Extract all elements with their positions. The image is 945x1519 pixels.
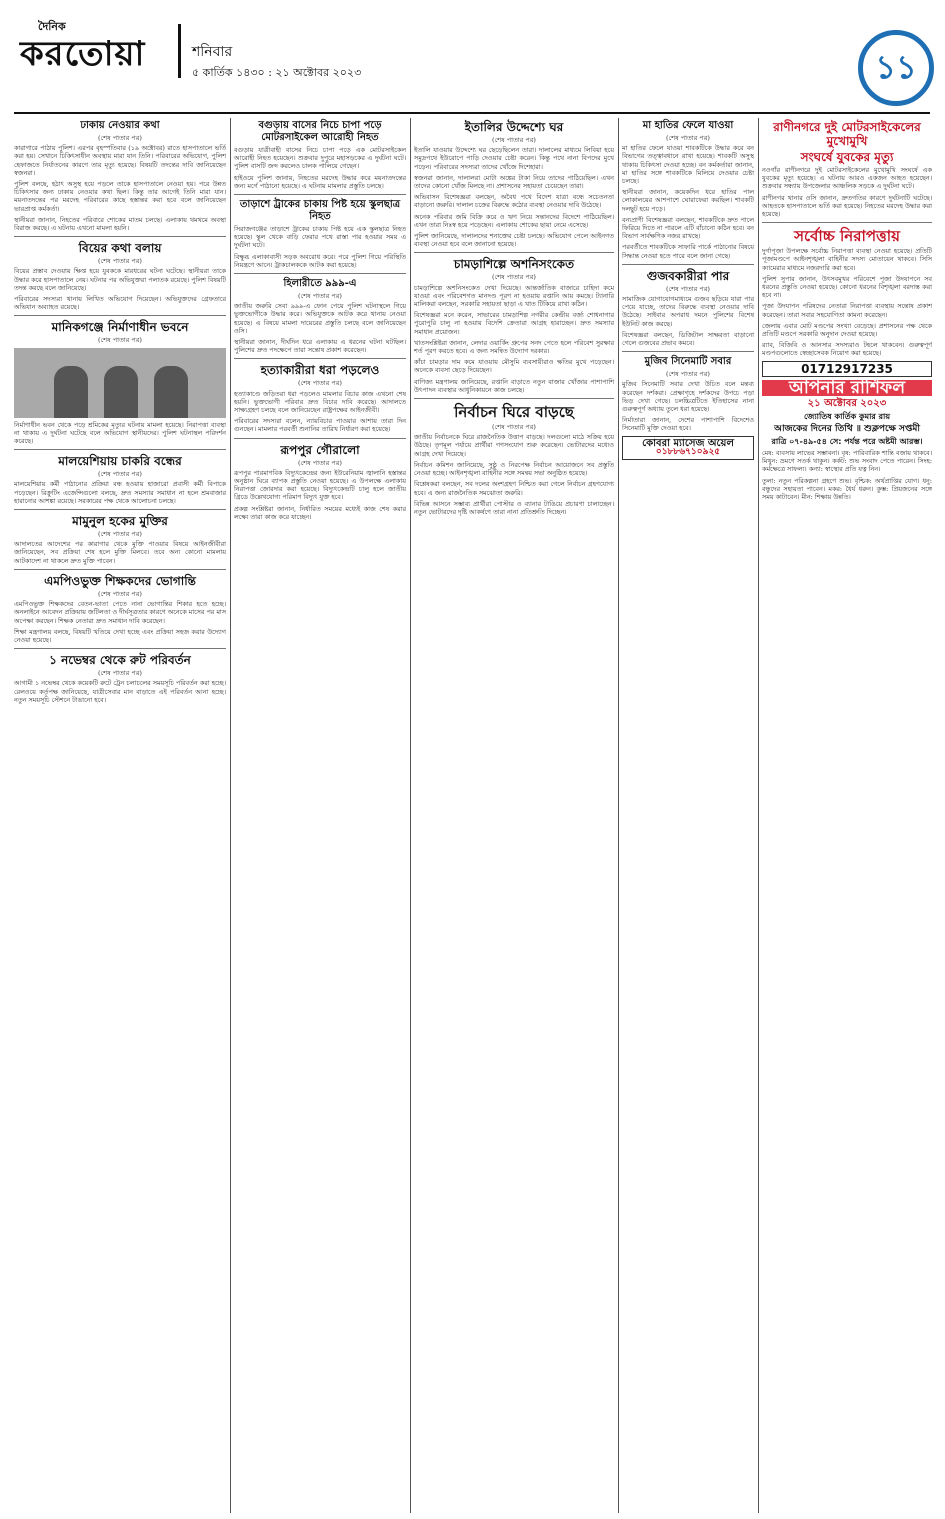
continuation-note: (শেষ পাতার পর) [98,470,142,479]
headline: হিলারীতে ৯৯৯-এ [283,278,357,290]
column-divider [618,118,619,1513]
divider [234,358,406,359]
headline: হত্যাকারীরা ধরা পড়লেও [260,363,380,378]
ad-phone: 01712917235 [801,361,893,376]
divider [14,648,226,649]
divider [414,252,614,253]
continuation-note: (শেষ পাতার পর) [666,370,710,379]
lead-headline: রাণীনগরে দুই মোটরসাইকেলের মুখোমুখি [773,120,921,148]
continuation-note: (শেষ পাতার পর) [666,284,710,293]
headline: ঢাকায় নেওয়ার কথা [80,120,160,131]
continuation-note: (শেষ পাতার পর) [492,423,536,432]
horoscope-title: আপনার রাশিফল [762,380,932,396]
weekday: শনিবার [192,44,233,60]
headline: বগুড়ায় বাসের নিচে চাপা পড়ে মোটরসাইকেল আরোহী নিহত [258,120,382,143]
divider [234,438,406,439]
continuation-note: (শেষ পাতার পর) [666,134,710,142]
divider [622,264,754,265]
headline: ১ নভেম্বর থেকে রুট পরিবর্তন [49,653,191,668]
tithi-sub: রাত্রি ০৭-৪৯-৫৪ সে: পর্যন্ত পরে অষ্টমী আরম্ভ। [771,437,923,447]
tithi-title: আজকের দিনের তিথি ॥ শুক্লপক্ষে সপ্তমী [774,424,920,435]
column-2: বগুড়ায় বাসের নিচে চাপা পড়ে মোটরসাইকেল আরোহী নিহত বগুড়ায় যাত্রীবাহী বাসের নিচে চাপা পড়ে এক মোটরসাইকেল আরোহী নিহত হয়েছেন। শুক্রবার দুপুরে মহাসড়কের এ দুর্ঘটনা ঘটে। পুলিশ বাসটি জব্দ করলেও চালক পালিয়ে গেছেন। হাইওয়ে পুলিশ জানায়, নিহতের মরদেহ উদ্ধার করে ময়নাতদন্তের জন্য মর্গে পাঠানো হয়েছে। এ ঘটনায় মামলার প্রস্তুতি চলছে। তাড়াশে ট্রাকের চাকায় পিষ্ট হয়ে স্কুলছাত্র নিহত সিরাজগঞ্জের তাড়াশে ট্রাকের চাকায় পিষ্ট হয়ে এক স্কুলছাত্র নিহত হয়েছে। স্কুল থেকে বাড়ি ফেরার পথে রাস্তা পার হওয়ার সময় এ দুর্ঘটনা ঘটে। বিক্ষুব্ধ এলাকাবাসী সড়ক অবরোধ করে। পরে পুলিশ গিয়ে পরিস্থিতি নিয়ন্ত্রণে আনে। ট্রাকচালককে আটক করা হয়েছে। হিলারীতে ৯৯৯-এ (শেষ পাতার পর) জাতীয় জরুরি সেবা ৯৯৯-এ ফোন পেয়ে পুলিশ ঘটনাস্থলে গিয়ে ভুক্তভোগীকে উদ্ধার করে। অভিযুক্তকে আটক করে থানায় নেওয়া হয়েছে। এ বিষয়ে মামলা দায়েরের প্রস্তুতি চলছে বলে জানিয়েছেন ওসি। স্থানীয়রা জানান, দীর্ঘদিন ধরে এলাকায় এ ধরনের ঘটনা ঘটছিল। পুলিশের দ্রুত পদক্ষেপে তারা সন্তোষ প্রকাশ করেছেন। হত্যাকারীরা ধরা পড়লেও (শেষ পাতার পর) হত্যাকাণ্ডে জড়িতরা ধরা পড়লেও মামলার বিচার কাজ এখনো শেষ হয়নি। ভুক্তভোগী পরিবার দ্রুত বিচার দাবি করেছে। আদালতে সাক্ষ্যগ্রহণ চলছে বলে জানিয়েছেন রাষ্ট্রপক্ষের আইনজীবী। পরিবারের সদস্যরা বলেন, ন্যায়বিচার পাওয়ার আশায় তারা দিন গুনছেন। মামলার পরবর্তী শুনানির তারিখ নির্ধারণ করা হয়েছে। রূপপুর গৌরালো (শেষ পাতার পর) রূপপুর পারমাণবিক বিদ্যুৎকেন্দ্রের জন্য ইউরেনিয়াম জ্বালানি হস্তান্তর অনুষ্ঠান ঘিরে ব্যাপক প্রস্তুতি নেওয়া হয়েছে। এ উপলক্ষে এলাকায় নিরাপত্তা জোরদার করা হয়েছে। বিদ্যুৎকেন্দ্রটি চালু হলে জাতীয় গ্রিডে উল্লেখযোগ্য পরিমাণ বিদ্যুৎ যুক্ত হবে। প্রকল্প সংশ্লিষ্টরা জানান, নির্ধারিত সময়ের মধ্যেই কাজ শেষ করার লক্ষ্যে তারা কাজ করে যাচ্ছেন। [234,120,406,521]
person-figure [154,366,188,418]
headline: মা হাতির ফেলে যাওয়া [642,120,734,131]
divider [762,222,932,223]
logo-divider [178,24,181,78]
headline: বিয়ের কথা বলায় [78,241,162,256]
continuation-note: (শেষ পাতার পর) [298,292,342,301]
continuation-note: (শেষ পাতার পর) [98,530,142,539]
continuation-note: (শেষ পাতার পর) [298,458,342,467]
continuation-note: (শেষ পাতার পর) [492,136,536,144]
person-figure [54,366,88,418]
column-3: ইতালির উদ্দেশ্যে ঘর (শেষ পাতার পর) ইতালি যাওয়ার উদ্দেশ্যে ঘর ছেড়েছিলেন তারা। দালালের মাধ্যমে লিবিয়া হয়ে সমুদ্রপথে ইউরোপে পাড়ি দেওয়ার চেষ্টা করেন। কিন্তু পথে নানা বিপদের মুখে পড়েন। পরিবারের সদস্যরা তাদের খোঁজে দিশেহারা। স্বজনরা জানান, দালালরা মোটা অঙ্কের টাকা নিয়ে তাদের পাঠিয়েছিল। এখন তাদের কোনো খোঁজ মিলছে না। প্রশাসনের সহায়তা চেয়েছেন তারা। অভিবাসন বিশেষজ্ঞরা বলছেন, অবৈধ পথে বিদেশ যাত্রা বন্ধে সচেতনতা বাড়ানো জরুরি। দালাল চক্রের বিরুদ্ধে কঠোর ব্যবস্থা নেওয়ার দাবি উঠেছে। অনেক পরিবার জমি বিক্রি করে ও ঋণ নিয়ে সন্তানদের বিদেশে পাঠিয়েছিল। এখন তারা নিঃস্ব হয়ে পড়েছেন। এলাকায় শোকের ছায়া নেমে এসেছে। পুলিশ জানিয়েছে, দালালদের শনাক্তের চেষ্টা চলছে। অভিযোগ পেলে আইনগত ব্যবস্থা নেওয়া হবে বলে জানানো হয়েছে। চামড়াশিল্পে অশনিসংকেত (শেষ পাতার পর) চামড়াশিল্পে অশনিসংকেত দেখা দিয়েছে। আন্তর্জাতিক বাজারে চাহিদা কমে যাওয়া এবং পরিবেশগত মানদণ্ড পূরণ না হওয়ায় রপ্তানি আয় কমছে। ট্যানারি মালিকরা বলছেন, সরকারি সহায়তা ছাড়া এ খাত টিকিয়ে রাখা কঠিন। বিশেষজ্ঞরা মনে করেন, সাভারের চামড়াশিল্প নগরীর কেন্দ্রীয় বর্জ্য শোধনাগার পুরোপুরি চালু না হওয়ায় বিদেশি ক্রেতারা আগ্রহ হারাচ্ছেন। দ্রুত সমস্যার সমাধান প্রয়োজন। খাতসংশ্লিষ্টরা জানান, লেদার ওয়ার্কিং গ্রুপের সনদ পেতে হলে পরিবেশ সুরক্ষার শর্ত পূরণ করতে হবে। এ জন্য সমন্বিত উদ্যোগ দরকার। কাঁচা চামড়ার দাম কমে যাওয়ায় মৌসুমি ব্যবসায়ীরাও ক্ষতির মুখে পড়েছেন। অনেকে ব্যবসা ছেড়ে দিয়েছেন। বাণিজ্য মন্ত্রণালয় জানিয়েছে, রপ্তানি বাড়াতে নতুন বাজার খোঁজার পাশাপাশি উৎপাদন ব্যবস্থার আধুনিকায়নে কাজ চলছে। নির্বাচন ঘিরে বাড়ছে (শেষ পাতার পর) জাতীয় নির্বাচনকে ঘিরে রাজনৈতিক উত্তাপ বাড়ছে। দলগুলো মাঠে সক্রিয় হয়ে উঠছে। তৃণমূল পর্যায়ে প্রার্থীরা গণসংযোগ শুরু করেছেন। ভোটারদের মধ্যেও আগ্রহ দেখা দিয়েছে। নির্বাচন কমিশন জানিয়েছে, সুষ্ঠু ও নিরপেক্ষ নির্বাচন আয়োজনে সব প্রস্তুতি নেওয়া হচ্ছে। আইনশৃঙ্খলা বাহিনীর সঙ্গে সমন্বয় সভা অনুষ্ঠিত হয়েছে। বিশ্লেষকরা বলছেন, সব দলের অংশগ্রহণ নিশ্চিত করা গেলে নির্বাচন গ্রহণযোগ্য হবে। এ জন্য রাজনৈতিক সমঝোতা জরুরি। বিভিন্ন আসনে সম্ভাব্য প্রার্থীরা পোস্টার ও ব্যানার টাঙিয়ে প্রচারণা চালাচ্ছেন। নতুন ভোটারদের দৃষ্টি আকর্ষণে তারা নানা প্রতিশ্রুতি দিচ্ছেন। [414,120,614,516]
continuation-note: (শেষ পাতার পর) [98,589,142,598]
headline: মালয়েশিয়ায় চাকরি বন্ধের [58,454,182,469]
divider [14,315,226,316]
masthead [0,0,945,112]
column-5: রাণীনগরে দুই মোটরসাইকেলের মুখোমুখি সংঘর্ষে যুবকের মৃত্যু নওগাঁর রাণীনগরে দুই মোটরসাইকেলের মুখোমুখি সংঘর্ষে এক যুবকের মৃত্যু হয়েছে। এ ঘটনায় আরও একজন আহত হয়েছেন। শুক্রবার সন্ধ্যায় উপজেলার আঞ্চলিক সড়কে এ দুর্ঘটনা ঘটে। রাণীনগর থানার ওসি জানান, দ্রুতগতির কারণে দুর্ঘটনাটি ঘটেছে। আহতকে হাসপাতালে ভর্তি করা হয়েছে। নিহতের মরদেহ উদ্ধার করা হয়েছে। সর্বোচ্চ নিরাপত্তায় দুর্গাপূজা উপলক্ষে সর্বোচ্চ নিরাপত্তা ব্যবস্থা নেওয়া হয়েছে। প্রতিটি পূজামণ্ডপে আইনশৃঙ্খলা বাহিনীর সদস্য মোতায়েন থাকবে। সিসি ক্যামেরার মাধ্যমে নজরদারি করা হবে। পুলিশ সুপার জানান, উৎসবমুখর পরিবেশে পূজা উদযাপনে সব ধরনের প্রস্তুতি নেওয়া হয়েছে। কোনো ধরনের বিশৃঙ্খলা বরদাস্ত করা হবে না। পূজা উদযাপন পরিষদের নেতারা নিরাপত্তা ব্যবস্থায় সন্তোষ প্রকাশ করেছেন। তারা সবার সহযোগিতা কামনা করেছেন। জেলায় এবার মোট মণ্ডপের সংখ্যা বেড়েছে। প্রশাসনের পক্ষ থেকে প্রতিটি মণ্ডপে সরকারি অনুদান দেওয়া হয়েছে। র‌্যাব, বিজিবি ও আনসার সদস্যরাও টহলে থাকবেন। গুরুত্বপূর্ণ মণ্ডপগুলোতে স্বেচ্ছাসেবক নিয়োগ করা হয়েছে। 01712917235 আপনার রাশিফল ২১ অক্টোবর ২০২৩ জ্যোতিষ কার্তিক কুমার রায় আজকের দিনের তিথি ॥ শুক্লপক্ষে সপ্তমী রাত্রি ০৭-৪৯-৫৪ সে: পর্যন্ত পরে অষ্টমী আরম্ভ। মেষ: ব্যবসায় লাভের সম্ভাবনা। বৃষ: পারিবারিক শান্তি বজায় থাকবে। মিথুন: ভ্রমণে সতর্ক থাকুন। কর্কট: শুভ সংবাদ পেতে পারেন। সিংহ: কর্মক্ষেত্রে সাফল্য। কন্যা: স্বাস্থ্যের প্রতি যত্ন নিন। তুলা: নতুন পরিকল্পনা গ্রহণে শুভ। বৃশ্চিক: অর্থপ্রাপ্তির যোগ। ধনু: বন্ধুদের সহায়তা পাবেন। মকর: ধৈর্য ধরুন। কুম্ভ: প্রিয়জনের সঙ্গে সময় কাটাবেন। মীন: শিক্ষায় উন্নতি। [762,120,932,502]
divider [234,194,406,195]
headline: গুজবকারীরা পার [646,268,730,283]
divider [622,351,754,352]
headline: মামুনুল হকের মুক্তির [72,514,168,529]
headline: তাড়াশে ট্রাকের চাকায় পিষ্ট হয়ে স্কুলছাত্র নিহত [239,199,401,223]
ad-phone: ০১৮৮৬৭১০৯২৫ [655,446,721,457]
masthead-rule [14,112,930,114]
continuation-note: (শেষ পাতার পর) [98,257,142,266]
headline: ইতালির উদ্দেশ্যে ঘর [464,120,564,134]
advertisement [622,436,754,460]
issue-date: ৫ কার্তিক ১৪৩০ : ২১ অক্টোবর ২০২৩ [192,66,362,79]
continuation-note: (শেষ পাতার পর) [492,273,536,282]
continuation-note: (শেষ পাতার পর) [98,669,142,678]
headline: সর্বোচ্চ নিরাপত্তায় [794,227,900,246]
divider [414,398,614,399]
headline: চামড়াশিল্পে অশনিসংকেত [453,257,575,272]
advertisement [762,361,932,377]
divider [14,509,226,510]
divider [14,569,226,570]
headline: মুজিব সিনেমাটি সবার [644,356,732,368]
headline: রূপপুর গৌরালো [280,442,360,457]
continuation-note: (শেষ পাতার পর) [298,379,342,388]
logo-prefix: দৈনিক [38,20,66,33]
divider [234,273,406,274]
column-divider [230,118,231,1513]
headline: এমপিওভুক্ত শিক্ষকদের ভোগান্তি [44,573,196,588]
lead-headline-2: সংঘর্ষে যুবকের মৃত্যু [800,150,894,164]
ad-title: কোবরা ম্যাসেজ অয়েল [642,437,734,449]
horoscope-author: জ্যোতিষ কার্তিক কুমার রায় [803,412,891,422]
headline: নির্বাচন ঘিরে বাড়ছে [454,403,574,422]
horoscope-date: ২১ অক্টোবর ২০২৩ [807,398,887,410]
person-figure [104,366,138,418]
continuation-note: (শেষ পাতার পর) [98,336,142,345]
page-number-badge: ১১ [858,30,934,106]
divider [14,449,226,450]
column-divider [758,118,759,1513]
column-1: ঢাকায় নেওয়ার কথা (শেষ পাতার পর) কারাগারে পাঠায় পুলিশ। এরপর বৃহস্পতিবার (১৯ অক্টোবর) রাতে হাসপাতালে ভর্তি করা হয়। সেখানে চিকিৎসাধীন অবস্থায় মারা যান তিনি। পরিবারের অভিযোগ, পুলিশ হেফাজতে নির্যাতনের কারণে তার মৃত্যু হয়েছে। বিষয়টি তদন্তের দাবি জানিয়েছেন স্বজনরা। পুলিশ বলছে, হঠাৎ অসুস্থ হয়ে পড়লে তাকে হাসপাতালে নেওয়া হয়। পরে উন্নত চিকিৎসার জন্য ঢাকায় নেওয়ার কথা ছিল। কিন্তু তার আগেই তিনি মারা যান। ময়নাতদন্তের পর মরদেহ পরিবারের কাছে হস্তান্তর করা হবে বলে জানিয়েছেন ভারপ্রাপ্ত কর্মকর্তা। স্থানীয়রা জানান, নিহতের পরিবারে শোকের মাতম চলছে। এলাকায় থমথমে অবস্থা বিরাজ করছে। এ ঘটনায় এখনো মামলা হয়নি। বিয়ের কথা বলায় (শেষ পাতার পর) বিয়ের প্রস্তাব দেওয়ায় ক্ষিপ্ত হয়ে যুবককে মারধরের ঘটনা ঘটেছে। স্থানীয়রা তাকে উদ্ধার করে হাসপাতালে নেয়। ঘটনার পর অভিযুক্তরা পলাতক রয়েছে। পুলিশ বিষয়টি তদন্ত করছে বলে জানিয়েছে। পরিবারের সদস্যরা থানায় লিখিত অভিযোগ দিয়েছেন। অভিযুক্তদের গ্রেফতারে অভিযান অব্যাহত রয়েছে। মানিকগঞ্জে নির্মাণাধীন ভবনে (শেষ পাতার পর) নির্মাণাধীন ভবন থেকে পড়ে শ্রমিকের মৃত্যুর ঘটনায় মামলা হয়েছে। নিরাপত্তা ব্যবস্থা না থাকায় এ দুর্ঘটনা ঘটেছে বলে অভিযোগ স্থানীয়দের। পুলিশ ঘটনাস্থল পরিদর্শন করেছে। মালয়েশিয়ায় চাকরি বন্ধের (শেষ পাতার পর) মালয়েশিয়ায় কর্মী পাঠানোর প্রক্রিয়া বন্ধ হওয়ায় হাজারো প্রবাসী কর্মী বিপাকে পড়েছেন। রিক্রুটিং এজেন্সিগুলো বলছে, দ্রুত সমস্যার সমাধান না হলে শ্রমবাজার হারানোর আশঙ্কা রয়েছে। সরকারের পক্ষ থেকে আলোচনা চলছে। মামুনুল হকের মুক্তির (শেষ পাতার পর) আদালতের আদেশের পর কারাগার থেকে মুক্তি পাওয়ার বিষয়ে আইনজীবীরা জানিয়েছেন, সব প্রক্রিয়া শেষ হলে মুক্তি মিলবে। তবে অন্য কোনো মামলায় আটকাদেশ না থাকলে দ্রুত মুক্তি পাবেন। এমপিওভুক্ত শিক্ষকদের ভোগান্তি (শেষ পাতার পর) এমপিওভুক্ত শিক্ষকদের বেতন-ভাতা পেতে নানা ভোগান্তির শিকার হতে হচ্ছে। অনলাইনে আবেদন প্রক্রিয়ায় জটিলতা ও দীর্ঘসূত্রতার কারণে অনেকে মাসের পর মাস অপেক্ষা করছেন। শিক্ষক নেতারা দ্রুত সমাধান দাবি করেছেন। শিক্ষা মন্ত্রণালয় বলছে, বিষয়টি খতিয়ে দেখা হচ্ছে এবং প্রক্রিয়া সহজ করার উদ্যোগ নেওয়া হয়েছে। ১ নভেম্বর থেকে রুট পরিবর্তন (শেষ পাতার পর) আগামী ১ নভেম্বর থেকে কয়েকটি রুটে ট্রেন চলাচলের সময়সূচি পরিবর্তন করা হচ্ছে। রেলওয়ে কর্তৃপক্ষ জানিয়েছে, যাত্রীসেবার মান বাড়াতে এই পরিবর্তন আনা হচ্ছে। নতুন সময়সূচি স্টেশনে টাঙানো হবে। [14,120,226,704]
column-divider [410,118,411,1513]
headline: মানিকগঞ্জে নির্মাণাধীন ভবনে [51,320,189,335]
news-photo [14,348,226,418]
newspaper-logo: করতোয়া [20,34,146,74]
column-4: মা হাতির ফেলে যাওয়া (শেষ পাতার পর) মা হাতির ফেলে যাওয়া শাবকটিকে উদ্ধার করে বন বিভাগের তত্ত্বাবধানে রাখা হয়েছে। শাবকটি অসুস্থ থাকায় চিকিৎসা দেওয়া হচ্ছে। বন কর্মকর্তারা জানান, মা হাতির সঙ্গে শাবকটিকে মিলিয়ে দেওয়ার চেষ্টা চলছে। স্থানীয়রা জানান, কয়েকদিন ধরে হাতির পাল লোকালয়ের আশপাশে ঘোরাফেরা করছিল। শাবকটি দলছুট হয়ে পড়ে। বন্যপ্রাণী বিশেষজ্ঞরা বলছেন, শাবকটিকে দ্রুত পালে ফিরিয়ে দিতে না পারলে এটি বাঁচানো কঠিন হবে। বন বিভাগ সার্বক্ষণিক নজর রাখছে। পরবর্তীতে শাবকটিকে সাফারি পার্কে পাঠানোর বিষয়ে সিদ্ধান্ত নেওয়া হতে পারে বলে জানা গেছে। গুজবকারীরা পার (শেষ পাতার পর) সামাজিক যোগাযোগমাধ্যমে গুজব ছড়িয়ে যারা পার পেয়ে যাচ্ছে, তাদের বিরুদ্ধে ব্যবস্থা নেওয়ার দাবি উঠেছে। সাইবার অপরাধ দমনে পুলিশের বিশেষ ইউনিট কাজ করছে। বিশেষজ্ঞরা বলছেন, ডিজিটাল সাক্ষরতা বাড়ানো গেলে গুজবের প্রভাব কমবে। মুজিব সিনেমাটি সবার (শেষ পাতার পর) মুজিব সিনেমাটি সবার দেখা উচিত বলে মন্তব্য করেছেন দর্শকরা। প্রেক্ষাগৃহে দর্শকদের উপচে পড়া ভিড় দেখা গেছে। চলচ্চিত্রটিতে ইতিহাসের নানা গুরুত্বপূর্ণ অধ্যায় তুলে ধরা হয়েছে। নির্মাতারা জানান, দেশের পাশাপাশি বিদেশেও সিনেমাটি মুক্তি দেওয়া হবে। কোবরা ম্যাসেজ অয়েল ০১৮৮৬৭১০৯২৫ [622,118,754,1513]
divider [14,236,226,237]
continuation-note: (শেষ পাতার পর) [98,134,142,142]
